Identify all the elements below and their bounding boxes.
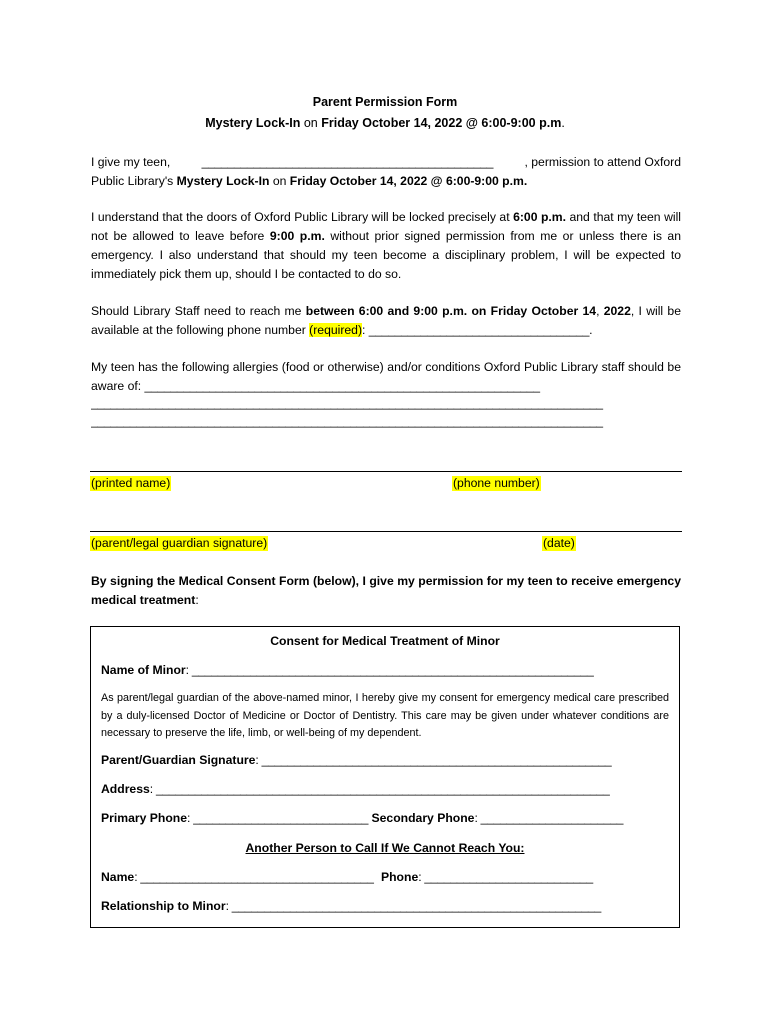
primary-phone-label: Primary Phone bbox=[101, 811, 188, 825]
lock-time: 6:00 p.m. bbox=[513, 210, 567, 224]
required-highlight: (required) bbox=[309, 323, 363, 337]
printed-name-line[interactable] bbox=[90, 471, 682, 472]
rules-text-1: I understand that the doors of Oxford Public Library will be locked precisely at bbox=[91, 210, 514, 224]
allergies-field-3[interactable]: _______________________________________________________________________________ bbox=[91, 414, 603, 428]
form-title: Parent Permission Form bbox=[312, 95, 458, 109]
relationship-row bbox=[101, 899, 601, 913]
name-of-minor-label: Name of Minor bbox=[101, 663, 186, 677]
permission-text-end: , permission to attend Oxford bbox=[524, 155, 681, 169]
medical-intro-colon: : bbox=[195, 593, 199, 607]
guardian-signature-box-label: Parent/Guardian Signature bbox=[101, 753, 256, 767]
contact-period: . bbox=[589, 323, 593, 337]
lock-in-rules-paragraph bbox=[91, 208, 681, 284]
allergies-paragraph bbox=[91, 358, 681, 396]
printed-name-label: (printed name) bbox=[91, 476, 171, 490]
permission-paragraph bbox=[91, 153, 681, 191]
guardian-signature-label: (parent/legal guardian signature) bbox=[91, 536, 268, 550]
address-row bbox=[101, 782, 609, 796]
secondary-phone-label: Secondary Phone bbox=[371, 811, 475, 825]
allergies-text: My teen has the following allergies (food or otherwise) and/or conditions Oxford Public Library staff should be aware of: bbox=[91, 360, 681, 393]
contact-year-bold: 2022 bbox=[603, 304, 631, 318]
relationship-label: Relationship to Minor bbox=[101, 899, 226, 913]
medical-consent-intro bbox=[91, 572, 681, 610]
event-name: Mystery Lock-In bbox=[205, 116, 301, 130]
address-label: Address bbox=[101, 782, 150, 796]
event-date: Friday October 14, 2022 @ 6:00-9:00 p.m bbox=[321, 116, 562, 130]
contact-comma: , bbox=[596, 304, 604, 318]
rules-text-3: without prior signed permission from me or unless there is an emergency. I also understand that should my teen become a disciplinary problem, I will be expected to immediately pick them up, should I be contacted to do so. bbox=[91, 229, 681, 281]
guardian-signature-line[interactable] bbox=[90, 531, 682, 532]
end-time: 9:00 p.m. bbox=[269, 229, 325, 243]
allergies-field-2[interactable]: _______________________________________________________________________________ bbox=[91, 396, 603, 410]
subtitle-on: on bbox=[300, 116, 322, 130]
consent-box-title: Consent for Medical Treatment of Minor bbox=[270, 634, 500, 648]
guardian-signature-row bbox=[101, 753, 611, 767]
contact-colon: : bbox=[362, 323, 369, 337]
contact-text-1: Should Library Staff need to reach me bbox=[91, 304, 306, 318]
address-field[interactable]: : ______________________________________________________________________ bbox=[149, 782, 610, 796]
guardian-signature-field[interactable]: : ______________________________________________________ bbox=[255, 753, 612, 767]
consent-statement: As parent/legal guardian of the above-named minor, I hereby give my consent for emergency medical care prescribed by a duly-licensed Doctor of Medicine or Doctor of Dentistry. This care may be given under whatever conditions are necessary to preserve the life, limb, or well-being of my dependent. bbox=[101, 692, 669, 739]
event-name-bold: Mystery Lock-In bbox=[176, 174, 270, 188]
contact-time-bold: between 6:00 and 9:00 p.m. on Friday October 14 bbox=[305, 304, 597, 318]
contact-text-2: , I will be available at the following phone number bbox=[91, 304, 681, 337]
date-label: (date) bbox=[543, 536, 575, 550]
alt-phone-label: Phone bbox=[380, 870, 419, 884]
name-of-minor-row bbox=[101, 663, 593, 677]
alternate-contact-row bbox=[101, 870, 593, 884]
medical-intro-text: By signing the Medical Consent Form (below), I give my permission for my teen to receive emergency medical treatment bbox=[91, 574, 681, 607]
permission-text-start: I give my teen, bbox=[91, 155, 171, 169]
teen-name-field[interactable]: _____________________________________________ bbox=[201, 155, 494, 169]
subtitle-period: . bbox=[561, 116, 565, 130]
on-text: on bbox=[269, 174, 290, 188]
alt-name-label: Name bbox=[101, 870, 135, 884]
medical-consent-box bbox=[90, 626, 680, 928]
relationship-field[interactable]: : _________________________________________________________ bbox=[225, 899, 602, 913]
name-of-minor-field[interactable]: : ______________________________________________________________ bbox=[185, 663, 594, 677]
rules-text-2: and that my teen will not be allowed to leave before bbox=[91, 210, 681, 243]
phone-number-label: (phone number) bbox=[453, 476, 540, 490]
form-subtitle bbox=[0, 116, 770, 130]
secondary-phone-field[interactable]: : ______________________ bbox=[474, 811, 624, 825]
phones-row bbox=[101, 811, 623, 825]
alt-phone-field[interactable]: : __________________________ bbox=[418, 870, 593, 884]
contact-paragraph bbox=[91, 302, 681, 340]
allergies-field-1[interactable]: _____________________________________________________________ bbox=[144, 379, 540, 393]
library-text: Public Library's bbox=[91, 174, 177, 188]
event-date-bold: Friday October 14, 2022 @ 6:00-9:00 p.m. bbox=[289, 174, 528, 188]
primary-phone-field[interactable]: : ___________________________ bbox=[187, 811, 369, 825]
alt-name-field[interactable]: : ____________________________________ bbox=[134, 870, 374, 884]
another-person-heading: Another Person to Call If We Cannot Reach You: bbox=[245, 841, 525, 855]
parent-phone-field[interactable]: __________________________________ bbox=[368, 323, 590, 337]
